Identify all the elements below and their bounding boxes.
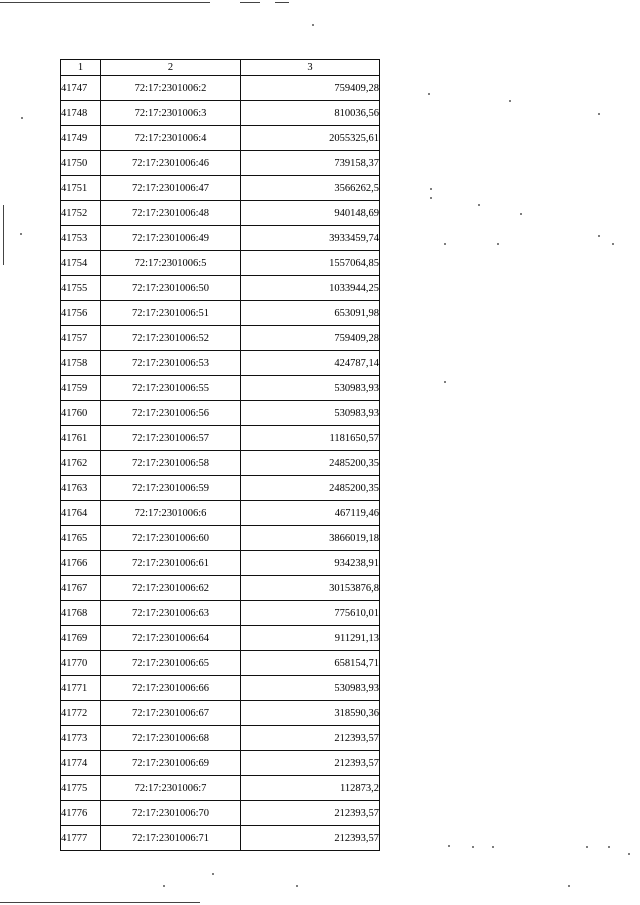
scan-speck — [430, 188, 432, 190]
scan-speck — [586, 846, 588, 848]
cadastral-number-cell: 72:17:2301006:62 — [101, 576, 241, 601]
cadastral-number-cell: 72:17:2301006:63 — [101, 601, 241, 626]
table-body — [61, 76, 380, 851]
row-number-cell: 41763 — [61, 476, 101, 501]
row-number-cell: 41771 — [61, 676, 101, 701]
table-row — [61, 326, 380, 351]
cadastral-number-cell: 72:17:2301006:57 — [101, 426, 241, 451]
row-number-cell: 41751 — [61, 176, 101, 201]
cadastral-value-cell: 934238,91 — [241, 551, 380, 576]
table-row — [61, 701, 380, 726]
cadastral-number-cell: 72:17:2301006:49 — [101, 226, 241, 251]
table-row — [61, 676, 380, 701]
table-row — [61, 576, 380, 601]
row-number-cell: 41759 — [61, 376, 101, 401]
scan-speck — [448, 845, 450, 847]
row-number-cell: 41760 — [61, 401, 101, 426]
table-row — [61, 226, 380, 251]
table-row — [61, 101, 380, 126]
cadastral-number-cell: 72:17:2301006:51 — [101, 301, 241, 326]
cadastral-number-cell: 72:17:2301006:50 — [101, 276, 241, 301]
row-number-cell: 41753 — [61, 226, 101, 251]
cadastral-number-cell: 72:17:2301006:4 — [101, 126, 241, 151]
cadastral-value-cell: 424787,14 — [241, 351, 380, 376]
row-number-cell: 41752 — [61, 201, 101, 226]
cadastral-number-cell: 72:17:2301006:60 — [101, 526, 241, 551]
table-row — [61, 376, 380, 401]
scan-speck — [628, 853, 630, 855]
cadastral-value-cell: 3866019,18 — [241, 526, 380, 551]
cadastral-value-cell: 530983,93 — [241, 401, 380, 426]
cadastral-value-cell: 212393,57 — [241, 726, 380, 751]
cadastral-value-cell: 2485200,35 — [241, 451, 380, 476]
scan-speck — [20, 233, 22, 235]
scan-speck — [296, 885, 298, 887]
cadastral-value-cell: 1033944,25 — [241, 276, 380, 301]
table-row — [61, 201, 380, 226]
cadastral-number-cell: 72:17:2301006:68 — [101, 726, 241, 751]
table-row — [61, 501, 380, 526]
cadastral-number-cell: 72:17:2301006:53 — [101, 351, 241, 376]
table-row — [61, 476, 380, 501]
row-number-cell: 41775 — [61, 776, 101, 801]
cadastral-number-cell: 72:17:2301006:66 — [101, 676, 241, 701]
row-number-cell: 41762 — [61, 451, 101, 476]
scan-speck — [598, 235, 600, 237]
row-number-cell: 41756 — [61, 301, 101, 326]
cadastral-value-cell: 530983,93 — [241, 376, 380, 401]
cadastral-number-cell: 72:17:2301006:52 — [101, 326, 241, 351]
cadastral-value-cell: 2055325,61 — [241, 126, 380, 151]
row-number-cell: 41754 — [61, 251, 101, 276]
table-row — [61, 751, 380, 776]
scan-speck — [520, 213, 522, 215]
cadastral-value-cell: 940148,69 — [241, 201, 380, 226]
table-row — [61, 451, 380, 476]
scan-speck — [612, 243, 614, 245]
cadastral-value-cell: 658154,71 — [241, 651, 380, 676]
row-number-cell: 41747 — [61, 76, 101, 101]
scan-speck — [312, 24, 314, 26]
scan-speck — [163, 885, 165, 887]
row-number-cell: 41776 — [61, 801, 101, 826]
cadastral-value-cell: 212393,57 — [241, 801, 380, 826]
row-number-cell: 41774 — [61, 751, 101, 776]
cadastral-number-cell: 72:17:2301006:5 — [101, 251, 241, 276]
scan-speck — [478, 204, 480, 206]
row-number-cell: 41769 — [61, 626, 101, 651]
cadastral-value-cell: 318590,36 — [241, 701, 380, 726]
row-number-cell: 41764 — [61, 501, 101, 526]
cadastral-number-cell: 72:17:2301006:61 — [101, 551, 241, 576]
scan-speck — [21, 117, 23, 119]
cadastral-value-cell: 530983,93 — [241, 676, 380, 701]
cadastral-value-table — [60, 59, 380, 851]
scan-speck — [472, 846, 474, 848]
cadastral-number-cell: 72:17:2301006:58 — [101, 451, 241, 476]
table-row — [61, 301, 380, 326]
cadastral-value-cell: 739158,37 — [241, 151, 380, 176]
row-number-cell: 41749 — [61, 126, 101, 151]
row-number-cell: 41765 — [61, 526, 101, 551]
scan-speck — [444, 381, 446, 383]
cadastral-number-cell: 72:17:2301006:7 — [101, 776, 241, 801]
table-row — [61, 251, 380, 276]
row-number-cell: 41773 — [61, 726, 101, 751]
table-row — [61, 776, 380, 801]
table-row — [61, 426, 380, 451]
cadastral-number-cell: 72:17:2301006:69 — [101, 751, 241, 776]
cadastral-number-cell: 72:17:2301006:67 — [101, 701, 241, 726]
cadastral-number-cell: 72:17:2301006:2 — [101, 76, 241, 101]
row-number-cell: 41768 — [61, 601, 101, 626]
cadastral-value-cell: 759409,28 — [241, 76, 380, 101]
cadastral-number-cell: 72:17:2301006:70 — [101, 801, 241, 826]
scan-speck — [497, 243, 499, 245]
cadastral-number-cell: 72:17:2301006:3 — [101, 101, 241, 126]
cadastral-number-cell: 72:17:2301006:46 — [101, 151, 241, 176]
scan-speck — [598, 113, 600, 115]
cadastral-value-cell: 112873,2 — [241, 776, 380, 801]
cadastral-value-cell: 810036,56 — [241, 101, 380, 126]
row-number-cell: 41766 — [61, 551, 101, 576]
table-row — [61, 76, 380, 101]
scan-speck — [444, 243, 446, 245]
cadastral-number-cell: 72:17:2301006:56 — [101, 401, 241, 426]
scan-artifact-left-edge — [3, 205, 4, 265]
table-row — [61, 176, 380, 201]
cadastral-value-cell: 759409,28 — [241, 326, 380, 351]
cadastral-number-cell: 72:17:2301006:48 — [101, 201, 241, 226]
cadastral-value-cell: 1557064,85 — [241, 251, 380, 276]
row-number-cell: 41748 — [61, 101, 101, 126]
cadastral-number-cell: 72:17:2301006:65 — [101, 651, 241, 676]
row-number-cell: 41772 — [61, 701, 101, 726]
row-number-cell: 41761 — [61, 426, 101, 451]
cadastral-value-cell: 2485200,35 — [241, 476, 380, 501]
table-row — [61, 551, 380, 576]
scan-artifact-top-mark — [275, 2, 289, 3]
cadastral-value-cell: 1181650,57 — [241, 426, 380, 451]
column-header: 2 — [101, 60, 241, 76]
cadastral-number-cell: 72:17:2301006:64 — [101, 626, 241, 651]
scan-speck — [428, 93, 430, 95]
scan-speck — [212, 873, 214, 875]
table-row — [61, 401, 380, 426]
table-row — [61, 526, 380, 551]
scan-speck — [608, 846, 610, 848]
cadastral-number-cell: 72:17:2301006:71 — [101, 826, 241, 851]
scan-artifact-bottom-rule — [0, 902, 200, 903]
row-number-cell: 41757 — [61, 326, 101, 351]
table-row — [61, 351, 380, 376]
scan-artifact-top-rule — [0, 2, 210, 3]
cadastral-value-cell: 467119,46 — [241, 501, 380, 526]
scan-artifact-top-mark — [240, 2, 260, 3]
scan-speck — [430, 197, 432, 199]
row-number-cell: 41758 — [61, 351, 101, 376]
scan-speck — [492, 846, 494, 848]
cadastral-value-cell: 212393,57 — [241, 826, 380, 851]
cadastral-number-cell: 72:17:2301006:55 — [101, 376, 241, 401]
cadastral-value-cell: 3933459,74 — [241, 226, 380, 251]
row-number-cell: 41777 — [61, 826, 101, 851]
column-header: 3 — [241, 60, 380, 76]
table-row — [61, 601, 380, 626]
cadastral-value-cell: 653091,98 — [241, 301, 380, 326]
table-row — [61, 276, 380, 301]
cadastral-number-cell: 72:17:2301006:47 — [101, 176, 241, 201]
table-row — [61, 126, 380, 151]
cadastral-value-cell: 775610,01 — [241, 601, 380, 626]
scan-speck — [568, 885, 570, 887]
scan-speck — [509, 100, 511, 102]
table-row — [61, 151, 380, 176]
table-row — [61, 651, 380, 676]
row-number-cell: 41755 — [61, 276, 101, 301]
cadastral-number-cell: 72:17:2301006:6 — [101, 501, 241, 526]
row-number-cell: 41750 — [61, 151, 101, 176]
table-row — [61, 626, 380, 651]
cadastral-value-cell: 212393,57 — [241, 751, 380, 776]
table-row — [61, 726, 380, 751]
cadastral-value-cell: 911291,13 — [241, 626, 380, 651]
column-header: 1 — [61, 60, 101, 76]
row-number-cell: 41767 — [61, 576, 101, 601]
table-row — [61, 826, 380, 851]
cadastral-number-cell: 72:17:2301006:59 — [101, 476, 241, 501]
table-row — [61, 801, 380, 826]
row-number-cell: 41770 — [61, 651, 101, 676]
cadastral-value-cell: 3566262,5 — [241, 176, 380, 201]
cadastral-value-cell: 30153876,8 — [241, 576, 380, 601]
table-header-row — [61, 60, 380, 76]
